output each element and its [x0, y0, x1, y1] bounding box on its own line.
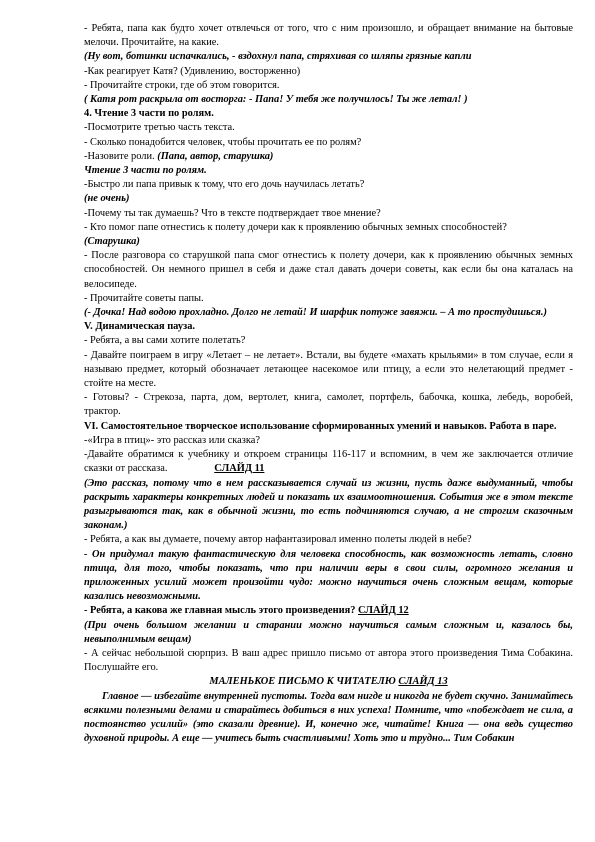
- text-line: -«Игра в птиц»- это рассказ или сказка?: [84, 434, 260, 446]
- question-text: -Назовите роли.: [84, 150, 158, 162]
- answer-line: Чтение 3 части по ролям.: [84, 165, 207, 177]
- answer-line: ( Катя рот раскрыла от восторга: - Папа! У тебя же получилось! Ты же летал! ): [84, 94, 468, 106]
- answer-line: - Он придумал такую фантастическую для человека способность, как возможность летать, словно птица, для того, чтобы показать, что при наличии веры в свои силы, огромного желания и приложенных усилий может произойти чудо: можно научиться очень сложным вещам, которые казались невозможными.: [84, 548, 573, 603]
- text-line: - Сколько понадобится человек, чтобы прочитать ее по ролям?: [84, 136, 362, 148]
- slide-marker: СЛАЙД 11: [214, 463, 265, 475]
- answer-text: (Папа, автор, старушка): [157, 150, 274, 162]
- text-line: - А сейчас небольшой сюрприз. В ваш адрес пришло письмо от автора этого произведения Тима Собакина. Послушайте его.: [84, 647, 573, 674]
- text-line: -Почему ты так думаешь? Что в тексте подтверждает твое мнение?: [84, 207, 381, 219]
- text-line: [84, 448, 573, 476]
- answer-line: (Ну вот, ботинки испачкались, - вздохнул папа, стряхивая со шляпы грязные капли: [84, 51, 472, 63]
- text-line: - Давайте поиграем в игру «Летает – не летает». Встали, вы будете «махать крыльями» в том случае, если я называю предмет, который обозначает летающее насекомое или птицу, а если это нелетающий предмет - стойте на месте.: [84, 349, 573, 390]
- answer-line: (При очень большом желании и старании можно научиться самым сложным и, казалось бы, невыполнимым вещам): [84, 619, 573, 645]
- section-heading: V. Динамическая пауза.: [84, 321, 196, 333]
- text-line: - Ребята, папа как будто хочет отвлечься от того, что с ним произошло, и обращает внимание на бытовые мелочи. Прочитайте, на какие.: [84, 23, 573, 49]
- text-line: - Ребята, а как вы думаете, почему автор нафантазировал именно полеты людей в небе?: [84, 534, 472, 546]
- text-line: -Быстро ли папа привык к тому, что его дочь научилась летать?: [84, 179, 365, 191]
- text-line: -Как реагирует Катя? (Удивлению, восторженно): [84, 65, 301, 77]
- text-line: - Прочитайте советы папы.: [84, 292, 204, 304]
- slide-marker: СЛАЙД 12: [358, 605, 409, 617]
- text-line: - Кто помог папе отнестись к полету дочери как к проявлению обычных земных способностей?: [84, 221, 507, 233]
- text-line: - Готовы? - Стрекоза, парта, дом, вертолет, книга, самолет, портфель, бабочка, кошка, лебедь, воробей, трактор.: [84, 392, 573, 418]
- section-heading: VI. Самостоятельное творческое использование сформированных умений и навыков. Работа в паре.: [84, 420, 557, 432]
- letter-body: Главное — избегайте внутренней пустоты. Тогда вам нигде и никогда не будет скучно. Занимайтесь всякими полезными делами и старайтесь добиться в них успеха! Помните, что «побеждает не сила, а постоянство усилий» (это сказали древние). И, конечно же, читайте! Книга — она ведь существо духовной природы. А еще — учитесь быть счастливыми! Хоть это и трудно... Тим Собакин: [84, 690, 573, 745]
- question-text: - Ребята, а какова же главная мысль этого произведения?: [84, 605, 358, 617]
- slide-marker: СЛАЙД 13: [398, 676, 448, 688]
- text-line: [84, 150, 573, 164]
- text-line: - Прочитайте строки, где об этом говорится.: [84, 79, 280, 91]
- answer-line: (- Дочка! Над водою прохладно. Долго не летай! И шарфик потуже завяжи. – А то простудишься.): [84, 307, 547, 319]
- section-heading: 4. Чтение 3 части по ролям.: [84, 108, 214, 120]
- letter-heading: [84, 675, 573, 689]
- text-line: - После разговора со старушкой папа смог отнестись к полету дочери, как к проявлению обычных земных способностей. Он немного пришел в себя и даже стал давать дочери советы, как если бы она каталась на велосипеде.: [84, 250, 573, 290]
- question-text: -Давайте обратимся к учебнику и откроем страницы 116-117 и вспомним, в чем же заключается отличие сказки от рассказа.: [84, 449, 573, 475]
- text-line: -Посмотрите третью часть текста.: [84, 122, 235, 134]
- text-line: [84, 604, 573, 618]
- answer-line: (Старушка): [84, 236, 140, 248]
- answer-line: (не очень): [84, 193, 130, 205]
- answer-line: (Это рассказ, потому что в нем рассказывается случай из жизни, пусть даже выдуманный, чтобы раскрыть характеры конкретных людей и показать их взаимоотношения. События же в этом тексте разыгрываются так, как в обычной жизни, то есть подчиняются случаю, а не строгим сказочным законам.): [84, 477, 573, 532]
- letter-title: МАЛЕНЬКОЕ ПИСЬМО К ЧИТАТЕЛЮ: [209, 676, 399, 688]
- text-line: - Ребята, а вы сами хотите полетать?: [84, 335, 246, 347]
